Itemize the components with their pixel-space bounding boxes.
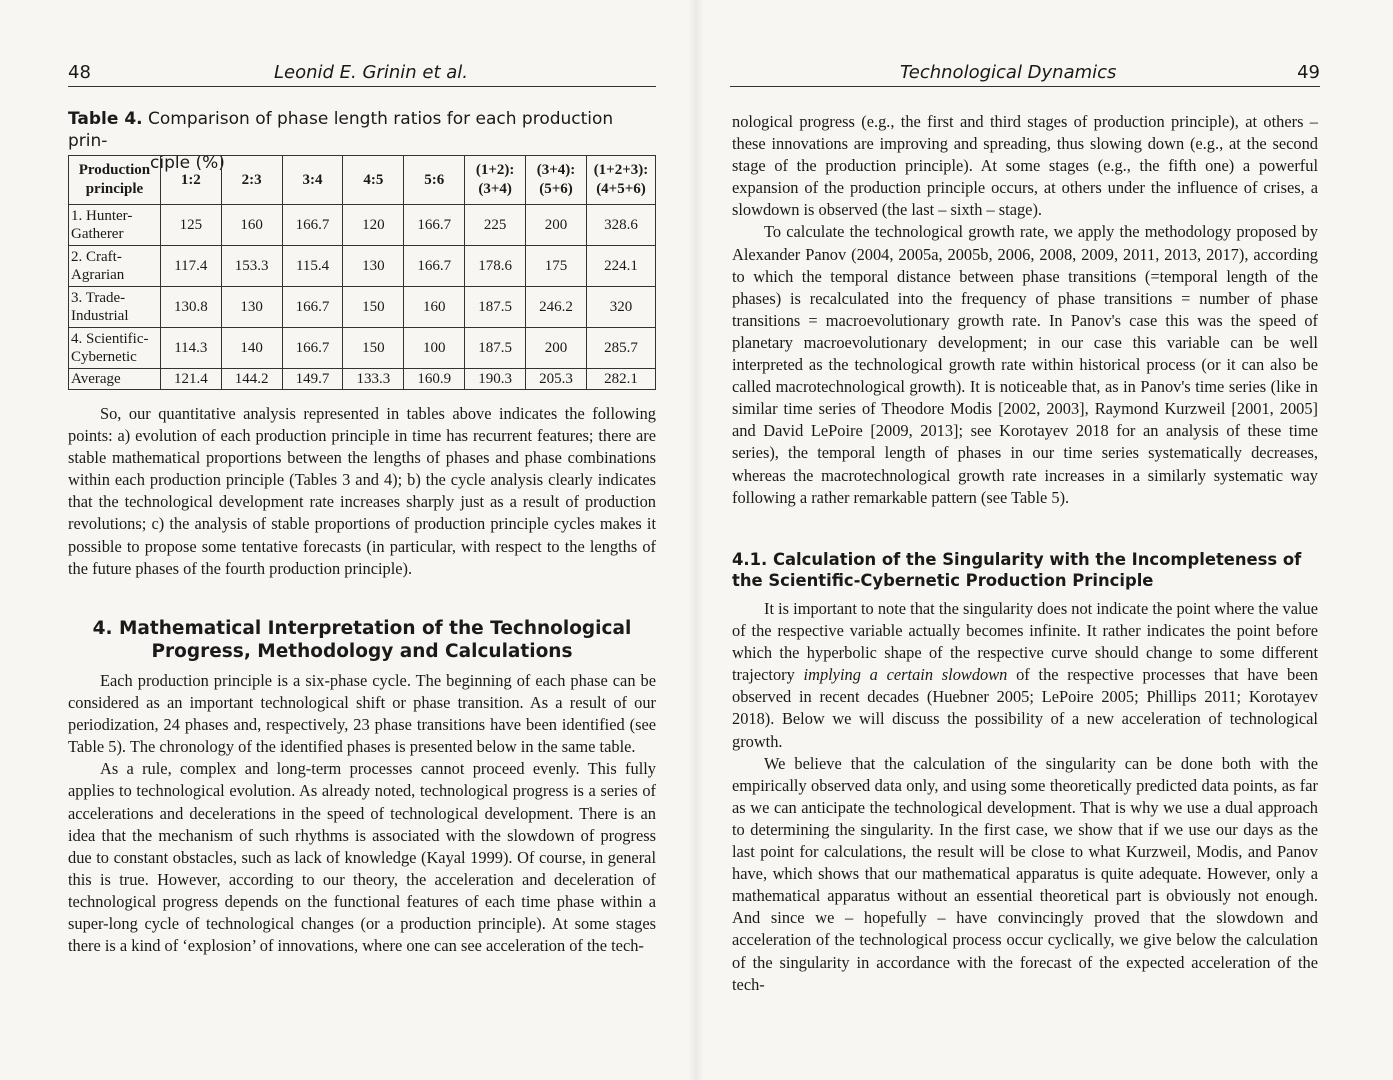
table-cell: 160.9 <box>404 369 465 390</box>
right-body-bottom <box>732 598 1318 996</box>
table-cell: 117.4 <box>160 246 221 287</box>
table-cell: 144.2 <box>221 369 282 390</box>
table-cell: 160 <box>221 205 282 246</box>
table-cell: 166.7 <box>282 287 343 328</box>
paragraph-summary: So, our quantitative analysis represented in tables above indicates the following points: a) evolution of each production principle in time has recurrent features; there are stable mathematical proportions between the lengths of phases and phase combinations within each production principle (Tables 3 and 4); b) the cycle analysis clearly indicates that the technological development rate increases sharply just as a result of production revolutions; c) the analysis of stable proportions of production principle cycles makes it possible to propose some tentative forecasts (in particular, with respect to the lengths of the future phases of the fourth production principle). <box>68 404 656 578</box>
paragraph-believe: We believe that the calculation of the singularity can be done both with the empirically observed data only, and using some theoretically predicted data points, as far as we can anticipate the technological development. That is why we use a dual approach to determining the singularity. In the first case, we show that if we use our days as the last point for calculations, the result will be close to what Kurzweil, Modis, and Panov have, which shows that our mathematical apparatus is quite adequate. However, only a mathematical apparatus without an essential theoretical part is obviously not enough. And since we – hopefully – have convincingly proved that the slowdown and acceleration of the technological process occur cyclically, we give below the calculation of the singularity in accordance with the forecast of the expected acceleration of the tech- <box>732 753 1318 994</box>
table-cell: 140 <box>221 328 282 369</box>
table-cell: 175 <box>526 246 587 287</box>
table-header-cell: (1+2+3): (4+5+6) <box>586 156 655 205</box>
right-body-top <box>732 111 1318 509</box>
left-page-number: 48 <box>68 62 91 83</box>
table-cell: 166.7 <box>282 205 343 246</box>
table-header-cell: 3:4 <box>282 156 343 205</box>
table-header-cell: 1:2 <box>160 156 221 205</box>
paragraph-six-phase: Each production principle is a six-phase cycle. The beginning of each phase can be considered as an important technological shift or phase transition. As a result of our periodization, 24 phases and, respectively, 23 phase transitions have been identified (see Table 5). The chronology of the identified phases is presented below in the same table. <box>68 671 656 757</box>
table-row <box>69 369 656 390</box>
table-cell: 200 <box>526 205 587 246</box>
table-row-label: Average <box>69 369 161 390</box>
table-caption-line1: Comparison of phase length ratios for each production prin- <box>68 109 614 151</box>
table-cell: 224.1 <box>586 246 655 287</box>
table-cell: 190.3 <box>465 369 526 390</box>
table-row-label: 1. Hunter-Gatherer <box>69 205 161 246</box>
table-row-label: 3. Trade-Industrial <box>69 287 161 328</box>
table-row-label: 4. Scientific-Cybernetic <box>69 328 161 369</box>
table-cell: 153.3 <box>221 246 282 287</box>
section-heading-line1: 4. Mathematical Interpretation of the Technological <box>92 618 632 639</box>
table-cell: 150 <box>343 328 404 369</box>
table-header-row <box>69 156 656 205</box>
table-cell: 149.7 <box>282 369 343 390</box>
section-heading <box>68 617 656 663</box>
table-cell: 166.7 <box>404 246 465 287</box>
subsection-heading-line1: 4.1. Calculation of the Singularity with the Incompleteness of <box>732 550 1302 569</box>
table-cell: 225 <box>465 205 526 246</box>
table-row <box>69 287 656 328</box>
table-cell: 130.8 <box>160 287 221 328</box>
table-row-label: 2. Craft-Agrarian <box>69 246 161 287</box>
table-cell: 150 <box>343 287 404 328</box>
table-header-cell: (1+2): (3+4) <box>465 156 526 205</box>
paragraph-panov: To calculate the technological growth rate, we apply the methodology proposed by Alexander Panov (2004, 2005a, 2005b, 2006, 2008, 2009, 2011, 2013, 2017), according to which the temporal distance between phase transitions (=temporal length of the phases) is recalculated into the frequency of phase transitions = number of phase transitions = macroevolutionary growth rate. In Panov's case this was the speed of planetary macroevolutionary development; in our case this variable can be well interpreted as the technological growth rate within historical process (or it can also be called macrotechnological growth). It is noticeable that, as in Panov's time series (like in similar time series of Theodore Modis [2002, 2003], Raymond Kurzweil [2001, 2005] and David LePoire [2009, 2013]; see Korotayev 2018 for an analysis of these time series), the temporal length of phases in our time series systematically decreases, whereas the macrotechnological growth rate increases in a similarly systematic way following a rather remarkable pattern (see Table 5). <box>732 222 1318 507</box>
table-cell: 320 <box>586 287 655 328</box>
table-cell: 121.4 <box>160 369 221 390</box>
table-cell: 130 <box>343 246 404 287</box>
section-heading-line2: Progress, Methodology and Calculations <box>151 641 573 662</box>
table-header-cell: 4:5 <box>343 156 404 205</box>
table-cell: 285.7 <box>586 328 655 369</box>
table-body <box>69 205 656 390</box>
table-cell: 120 <box>343 205 404 246</box>
right-page-header <box>730 60 1320 87</box>
subsection-heading <box>732 549 1322 591</box>
table-cell: 166.7 <box>404 205 465 246</box>
table-cell: 205.3 <box>526 369 587 390</box>
table-row <box>69 246 656 287</box>
table-header-cell: (3+4): (5+6) <box>526 156 587 205</box>
table-row <box>69 328 656 369</box>
left-page-header <box>68 60 656 87</box>
table-cell: 130 <box>221 287 282 328</box>
singularity-text-a: It is important to note that the singularity does not indicate the point where the value of the respective variable actually becomes infinite. It rather indicates the point before which the hyperbolic shape of the respective curve should change to some different trajectory <box>732 599 1318 685</box>
left-body-bottom <box>68 670 656 957</box>
table-cell: 100 <box>404 328 465 369</box>
table-label: Table 4. <box>68 109 143 129</box>
table-cell: 328.6 <box>586 205 655 246</box>
table-cell: 187.5 <box>465 287 526 328</box>
table-cell: 125 <box>160 205 221 246</box>
table-cell: 187.5 <box>465 328 526 369</box>
table-cell: 246.2 <box>526 287 587 328</box>
right-page <box>696 0 1393 1080</box>
subsection-heading-line2: the Scientific-Cybernetic Production Principle <box>732 571 1154 590</box>
paragraph-rule: As a rule, complex and long-term processes cannot proceed evenly. This fully applies to technological evolution. As already noted, technological progress is a series of accelerations and decelerations in the speed of technological development. There is an idea that the mechanism of such rhythms is associated with the slowdown of progress due to constant obstacles, such as lack of knowledge (Kayal 1999). Of course, in general this is true. However, according to our theory, the acceleration and deceleration of technological progress depends on the functional features of each time phase within a super-long cycle of technological changes (or a production principle). At some stages there is a kind of ‘explosion’ of innovations, where one can see acceleration of the tech- <box>68 759 656 956</box>
paragraph-continued: nological progress (e.g., the first and third stages of production principle), at others – these innovations are improving and spreading, thus slowing down (e.g., at the second stage of the production principle). At some stages (e.g., the fifth one) a powerful expansion of the production principle occurs, at others under the influence of crises, a slowdown is observed (the last – sixth – stage). <box>732 112 1318 220</box>
paragraph-singularity <box>732 598 1318 753</box>
table-header-cell: Production principle <box>69 156 161 205</box>
table-cell: 115.4 <box>282 246 343 287</box>
phase-ratio-table <box>68 155 656 390</box>
left-body-top <box>68 403 656 580</box>
table-cell: 200 <box>526 328 587 369</box>
table-cell: 166.7 <box>282 328 343 369</box>
table-cell: 114.3 <box>160 328 221 369</box>
table-header-cell: 2:3 <box>221 156 282 205</box>
table-cell: 133.3 <box>343 369 404 390</box>
table-cell: 160 <box>404 287 465 328</box>
left-page <box>0 0 696 1080</box>
table-cell: 282.1 <box>586 369 655 390</box>
singularity-emphasis: implying a certain slowdown <box>803 665 1008 685</box>
singularity-text-b: of the respective processes that have been observed in recent decades (Huebner 2005; LePoire 2005; Phillips 2011; Korotayev 2018). Below we will discuss the possibility of a new acceleration of technological growth. <box>732 665 1318 751</box>
table-cell: 178.6 <box>465 246 526 287</box>
left-running-head: Leonid E. Grinin et al. <box>274 62 468 83</box>
table-caption-line2: ciple (%) <box>150 153 225 173</box>
table-header-cell: 5:6 <box>404 156 465 205</box>
right-page-number: 49 <box>1297 62 1320 83</box>
right-running-head: Technological Dynamics <box>900 62 1117 83</box>
table-row <box>69 205 656 246</box>
